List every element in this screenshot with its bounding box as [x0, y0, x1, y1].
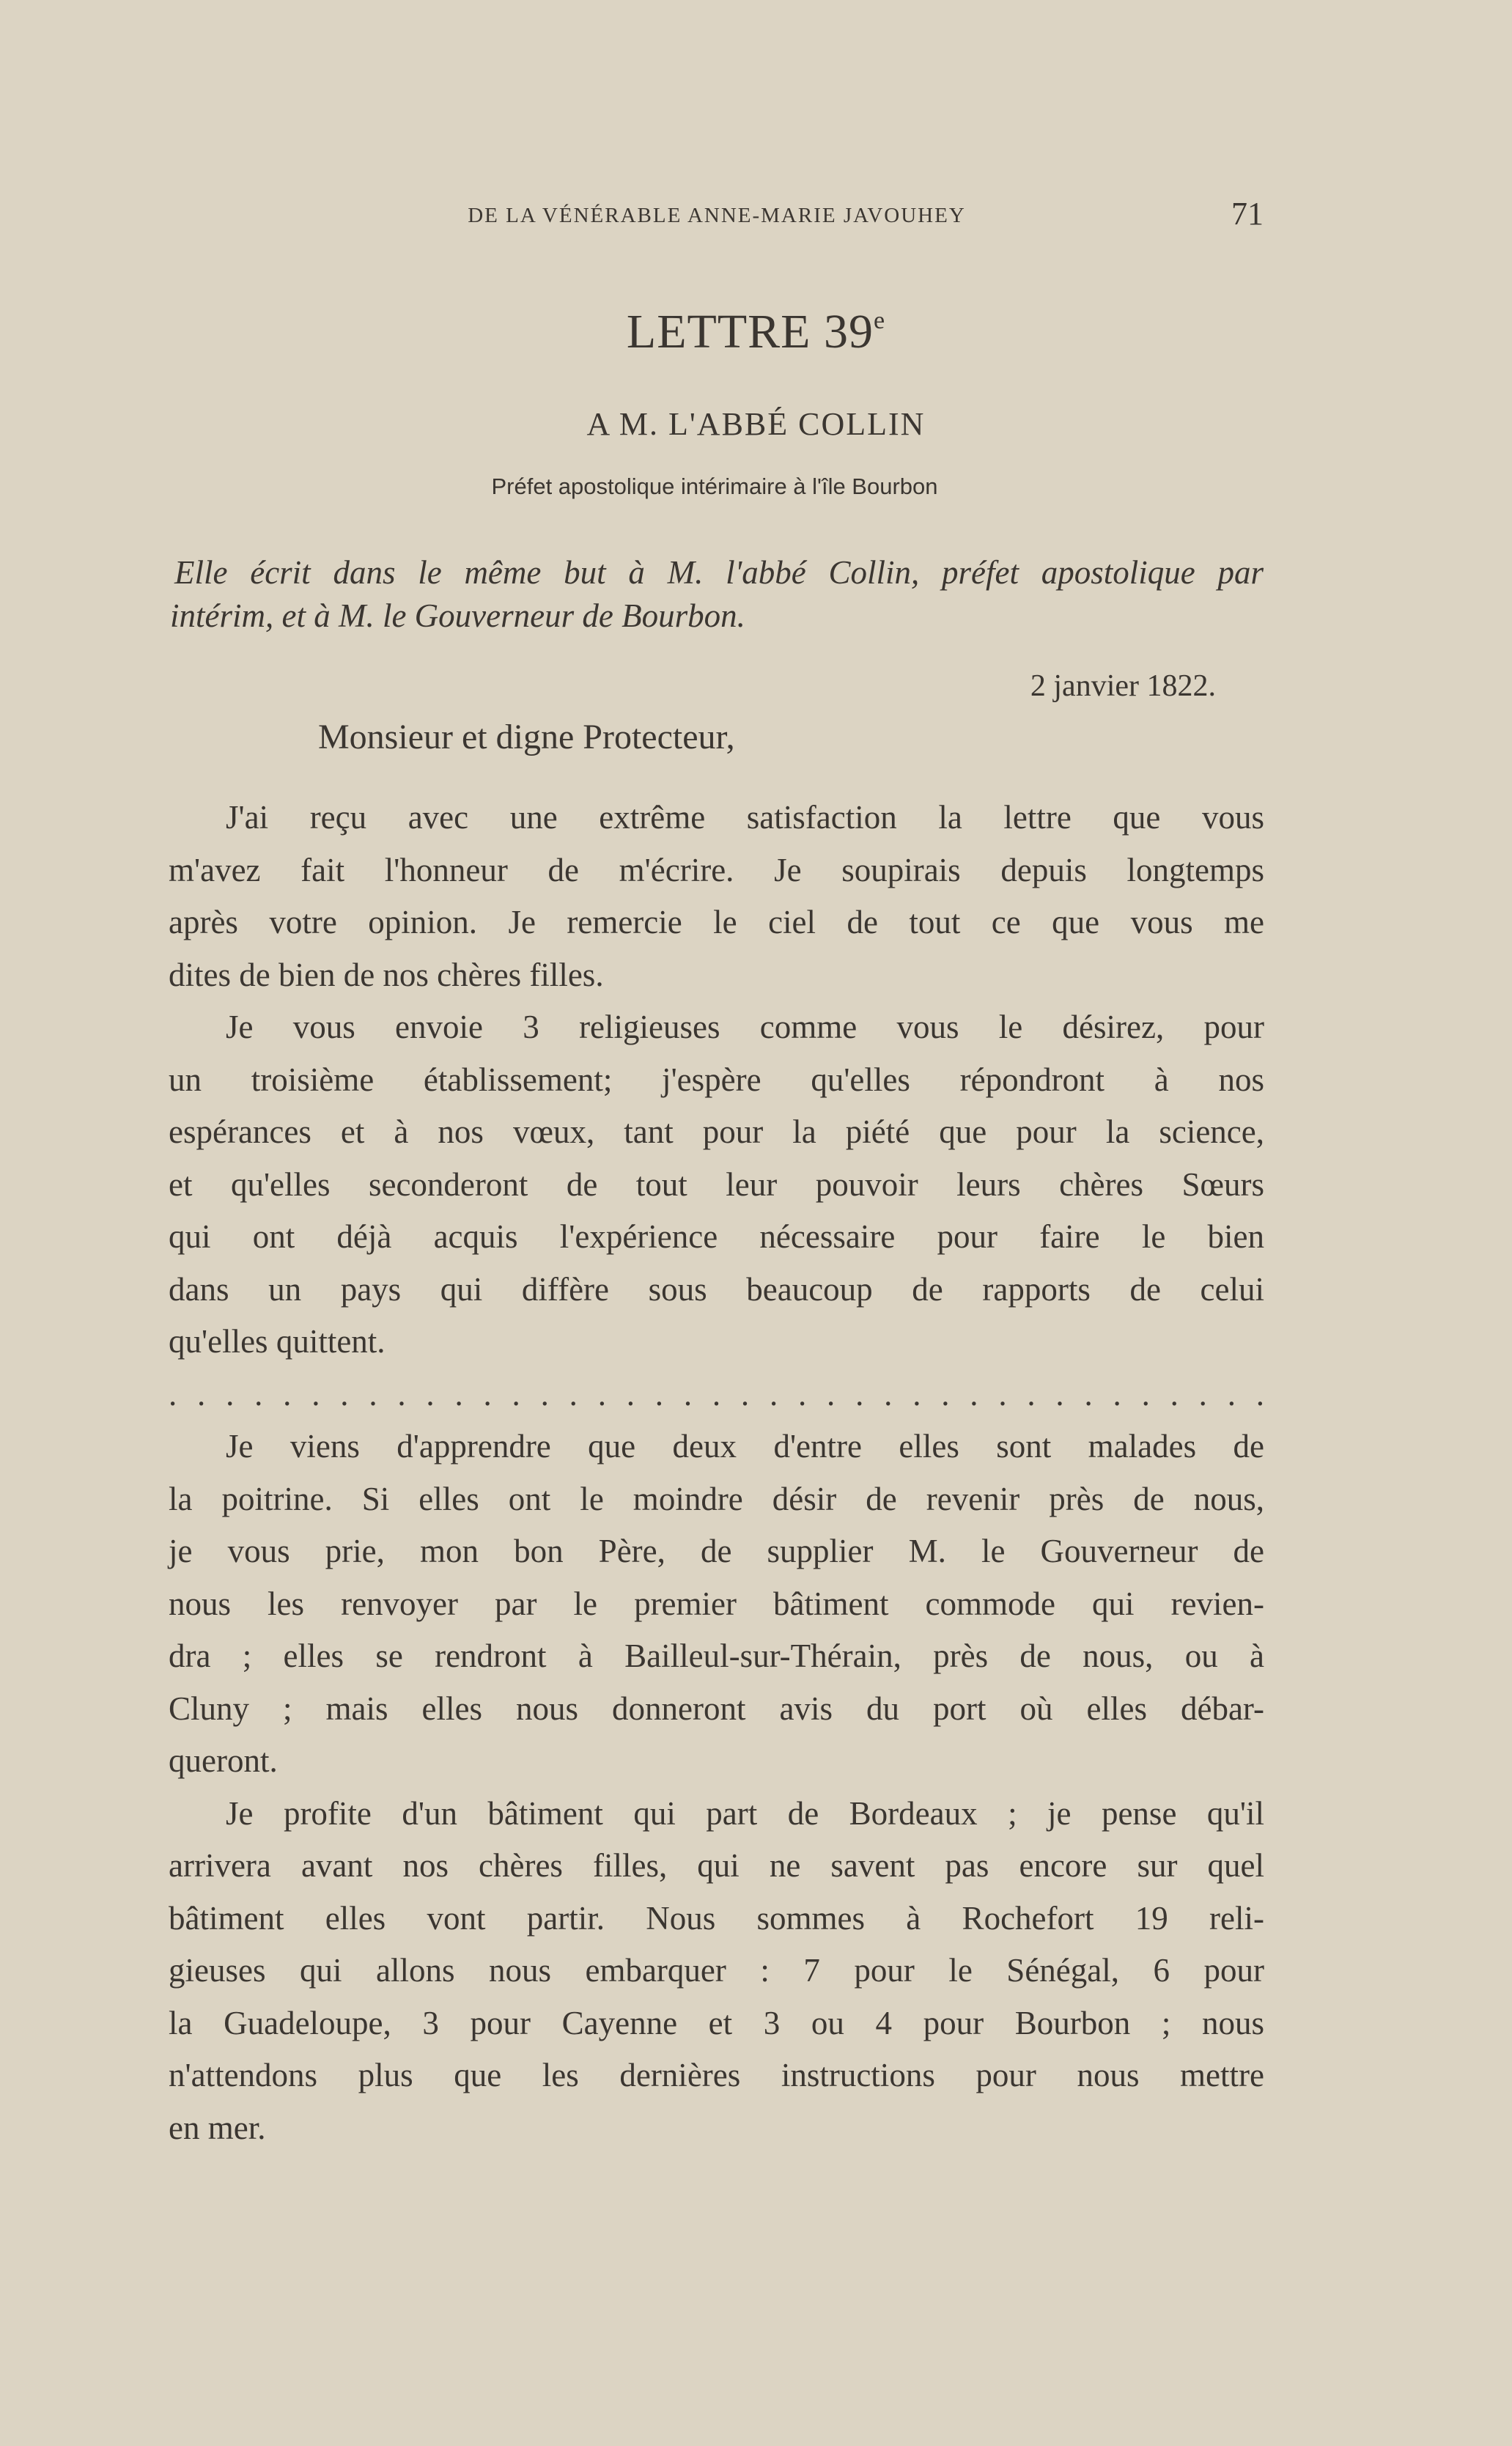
recipient: A M. L'ABBÉ COLLIN [586, 406, 926, 442]
body-line: Je viens d'apprendre que deux d'entre elles sont malades de [226, 1428, 1264, 1465]
body-line: espérances et à nos vœux, tant pour la piété que pour la science, [169, 1113, 1264, 1150]
letter-summary [170, 551, 1264, 638]
running-head: DE LA VÉNÉRABLE ANNE-MARIE JAVOUHEY [468, 204, 966, 227]
ellipsis-separator: . . . . . . . . . . . . . . . . . . . . . . . . . . . . . . . . . . . . . . . [169, 1375, 1264, 1412]
body-line: dra ; elles se rendront à Bailleul-sur-Thérain, près de nous, ou à [169, 1638, 1264, 1674]
body-line: qu'elles quittent. [169, 1323, 386, 1360]
body-line: Je vous envoie 3 religieuses comme vous le désirez, pour [226, 1009, 1264, 1045]
body-line: Cluny ; mais elles nous donneront avis du port où elles débar- [169, 1690, 1264, 1727]
body-line: je vous prie, mon bon Père, de supplier M. le Gouverneur de [169, 1533, 1264, 1569]
body-line: m'avez fait l'honneur de m'écrire. Je soupirais depuis longtemps [169, 851, 1264, 888]
body-line: un troisième établissement; j'espère qu'elles répondront à nos [169, 1061, 1264, 1098]
letter-title-text: LETTRE 39 [626, 305, 874, 358]
body-line: arrivera avant nos chères filles, qui ne savent pas encore sur quel [169, 1847, 1264, 1884]
body-line: la Guadeloupe, 3 pour Cayenne et 3 ou 4 pour Bourbon ; nous [169, 2004, 1264, 2041]
body-line: après votre opinion. Je remercie le ciel de tout ce que vous me [169, 904, 1264, 940]
body-line: Je profite d'un bâtiment qui part de Bordeaux ; je pense qu'il [226, 1794, 1264, 1832]
letter-title-superscript: e [874, 307, 886, 334]
body-line: dites de bien de nos chères filles. [169, 956, 604, 993]
recipient-role: Préfet apostolique intérimaire à l'île Bourbon [491, 474, 938, 499]
page-number: 71 [1231, 196, 1264, 232]
body-line: nous les renvoyer par le premier bâtiment commode qui revien- [169, 1585, 1264, 1622]
body-line: et qu'elles seconderont de tout leur pouvoir leurs chères Sœurs [169, 1165, 1264, 1203]
body-line: gieuses qui allons nous embarquer : 7 pour le Sénégal, 6 pour [169, 1952, 1264, 1989]
summary-line: intérim, et à M. le Gouverneur de Bourbon. [170, 597, 745, 634]
letter-title [0, 304, 1512, 360]
body-line: n'attendons plus que les dernières instructions pour nous mettre [169, 2057, 1264, 2093]
body-line: la poitrine. Si elles ont le moindre désir de revenir près de nous, [169, 1480, 1264, 1517]
body-line: bâtiment elles vont partir. Nous sommes à Rochefort 19 reli- [169, 1899, 1264, 1937]
summary-line: Elle écrit dans le même but à M. l'abbé Collin, préfet apostolique par [174, 554, 1264, 591]
body-line: J'ai reçu avec une extrême satisfaction la lettre que vous [226, 799, 1264, 836]
body-line: qui ont déjà acquis l'expérience nécessaire pour faire le bien [169, 1218, 1264, 1255]
body-line: queront. [169, 1742, 278, 1779]
salutation: Monsieur et digne Protecteur, [318, 718, 735, 756]
letter-date: 2 janvier 1822. [1030, 669, 1216, 703]
body-line: dans un pays qui diffère sous beaucoup de rapports de celui [169, 1270, 1264, 1308]
body-line: en mer. [169, 2109, 266, 2146]
letter-body [169, 792, 1264, 2154]
